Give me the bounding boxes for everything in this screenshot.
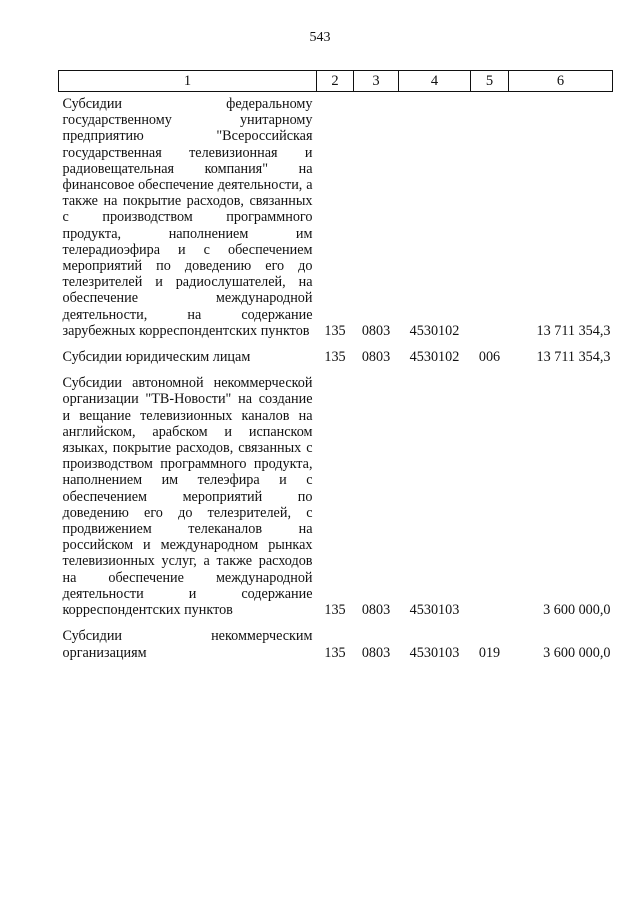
table-row <box>59 365 613 618</box>
row-target-code: 4530103 <box>409 644 460 661</box>
row-expense-type <box>471 365 509 618</box>
column-header-1: 1 <box>59 71 317 92</box>
column-header-3: 3 <box>354 71 399 92</box>
row-target-code: 4530102 <box>409 349 460 366</box>
row-description: Субсидии автономной некоммерческой организации "ТВ-Новости" на создание и вещание телевизионных каналов на английском, арабском и испанском языках, покрытие расходов, связанных с производством программного продукта, наполнением им телеэфира и с обеспечением мероприятий по доведению его до телезрителей, с продвижением телеканалов на российском и международном рынках телевизионных услуг, а также расходов на обеспечение международной деятельности и содержание корреспондентских пунктов <box>62 375 313 619</box>
header-row <box>59 71 613 92</box>
row-target-code: 4530102 <box>409 322 460 339</box>
row-section-code: 0803 <box>361 349 391 366</box>
row-description: Субсидии юридическим лицам <box>62 349 251 366</box>
column-header-5: 5 <box>471 71 509 92</box>
row-amount: 3 600 000,0 <box>543 644 611 661</box>
row-ministry-code: 135 <box>324 322 346 339</box>
row-expense-type: 006 <box>478 349 501 366</box>
row-amount: 13 711 354,3 <box>536 349 611 366</box>
row-expense-type: 019 <box>478 644 501 661</box>
budget-table <box>58 70 613 661</box>
table-row <box>59 92 613 340</box>
row-target-code: 4530103 <box>409 602 460 619</box>
table-row <box>59 618 613 660</box>
row-expense-type <box>471 92 509 340</box>
table-body <box>59 92 613 661</box>
row-ministry-code: 135 <box>324 644 346 661</box>
row-section-code: 0803 <box>361 602 391 619</box>
table-header <box>59 71 613 92</box>
row-amount: 3 600 000,0 <box>543 602 611 619</box>
column-header-4: 4 <box>399 71 471 92</box>
column-header-6: 6 <box>509 71 613 92</box>
row-section-code: 0803 <box>361 322 391 339</box>
table-row <box>59 339 613 365</box>
row-amount: 13 711 354,3 <box>536 322 611 339</box>
row-description: Субсидии некоммерческим организациям <box>62 628 313 661</box>
row-ministry-code: 135 <box>324 349 346 366</box>
row-description: Субсидии федеральному государственному унитарному предприятию "Всероссийская государственная телевизионная и радиовещательная компания" на финансовое обеспечение деятельности, а также на покрытие расходов, связанных с производством программного продукта, наполнением им телерадиоэфира и с обеспечением мероприятий по доведению его до телезрителей и радиослушателей, на обеспечение международной деятельности, на содержание зарубежных корреспондентских пунктов <box>62 96 313 339</box>
page-number: 543 <box>309 30 331 45</box>
row-section-code: 0803 <box>361 644 391 661</box>
row-ministry-code: 135 <box>324 602 346 619</box>
column-header-2: 2 <box>317 71 354 92</box>
